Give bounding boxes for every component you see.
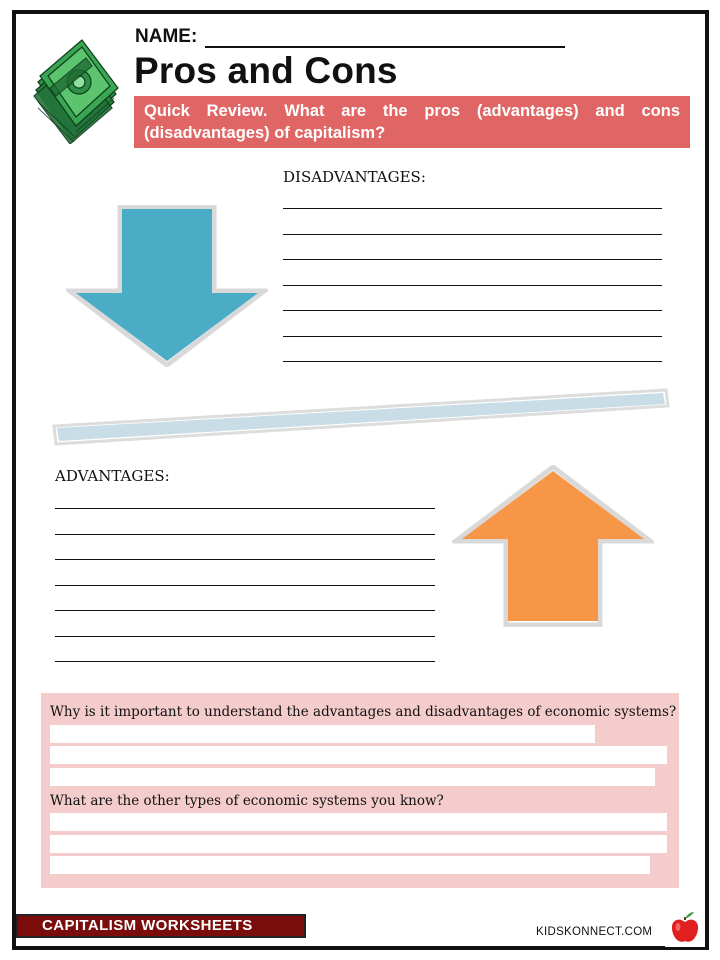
arrow-down-icon: [66, 205, 268, 367]
disadvantages-write-line[interactable]: [283, 336, 662, 337]
disadvantages-lines: [283, 194, 662, 364]
question-1-answer-line[interactable]: [50, 768, 655, 786]
disadvantages-write-line[interactable]: [283, 234, 662, 235]
question-2-answer-line[interactable]: [50, 813, 667, 831]
worksheet-series-bar: CAPITALISM WORKSHEETS: [16, 914, 306, 938]
disadvantages-write-line[interactable]: [283, 310, 662, 311]
disadvantages-write-line[interactable]: [283, 259, 662, 260]
advantages-write-line[interactable]: [55, 559, 435, 560]
page-title: Pros and Cons: [134, 50, 398, 91]
disadvantages-write-line[interactable]: [283, 208, 662, 209]
advantages-write-line[interactable]: [55, 636, 435, 637]
question-1-answer-line[interactable]: [50, 725, 595, 743]
money-stack-icon: [28, 32, 120, 144]
name-label: NAME:: [135, 26, 198, 47]
questions-box: [41, 693, 679, 888]
quick-review-banner: Quick Review. What are the pros (advantages) and cons (disadvantages) of capitalism?: [134, 96, 690, 148]
disadvantages-label: DISADVANTAGES:: [283, 168, 426, 186]
apple-icon: [665, 909, 705, 947]
advantages-write-line[interactable]: [55, 508, 435, 509]
advantages-lines: [55, 494, 435, 664]
divider-bar: [48, 384, 672, 448]
disadvantages-write-line[interactable]: [283, 285, 662, 286]
site-name: KIDSKONNECT.COM: [536, 926, 653, 938]
question-2-answer-line[interactable]: [50, 835, 667, 853]
disadvantages-write-line[interactable]: [283, 361, 662, 362]
question-2-text: What are the other types of economic systems you know?: [50, 793, 444, 809]
advantages-write-line[interactable]: [55, 585, 435, 586]
question-1-answer-line[interactable]: [50, 746, 667, 764]
advantages-write-line[interactable]: [55, 661, 435, 662]
name-line[interactable]: [205, 46, 565, 48]
advantages-write-line[interactable]: [55, 534, 435, 535]
question-1-text: Why is it important to understand the advantages and disadvantages of economic systems?: [50, 704, 677, 720]
advantages-label: ADVANTAGES:: [55, 467, 170, 485]
advantages-write-line[interactable]: [55, 610, 435, 611]
name-field-row: [135, 26, 565, 50]
arrow-up-icon: [452, 465, 654, 627]
apple-logo-box: [665, 909, 705, 947]
question-2-answer-line[interactable]: [50, 856, 650, 874]
